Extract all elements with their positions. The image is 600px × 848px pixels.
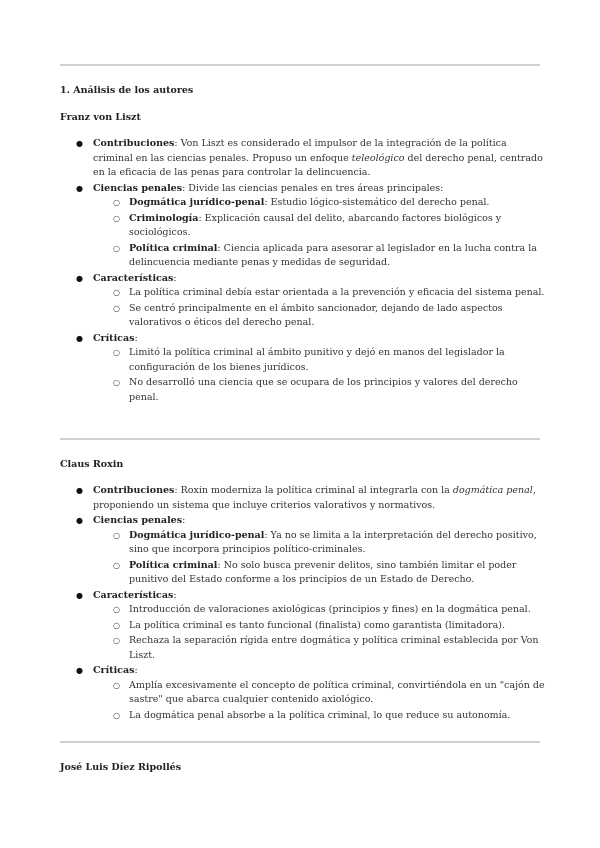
list-item: ○ Se centró principalmente en el ámbito sancionador, dejando de lado aspectos valorativos o éticos del derecho penal.	[93, 302, 546, 331]
list-item-contribuciones: ● Contribuciones: Von Liszt es considerado el impulsor de la integración de la política criminal en las ciencias penales. Propuso un enfoque teleológico del derecho penal, centrado en la eficacia de las penas para controlar la delincuencia.	[60, 137, 546, 181]
list-item-contribuciones: ● Contribuciones: Roxin moderniza la política criminal al integrarla con la dogmática penal, proponiendo un sistema que incluye criterios valorativos y normativos.	[60, 484, 546, 513]
list-item: ○ Limitó la política criminal al ámbito punitivo y dejó en manos del legislador la configuración de los bienes jurídicos.	[93, 346, 546, 375]
list-item: ○ Política criminal: No solo busca prevenir delitos, sino también limitar el poder punitivo del Estado conforme a los principios de un Estado de Derecho.	[93, 559, 546, 588]
divider-top	[60, 64, 540, 66]
list-item-caracteristicas: ● Características: ○ La política criminal debía estar orientada a la prevención y eficacia del sistema penal. ○ Se centró principalmente en el ámbito sancionador, dejando de lado aspectos valorativos o éticos del derecho penal.	[60, 272, 546, 331]
list-item: ○ No desarrolló una ciencia que se ocupara de los principios y valores del derecho penal.	[93, 376, 546, 405]
list-item-criticas: ● Críticas: ○ Limitó la política criminal al ámbito punitivo y dejó en manos del legislador la configuración de los bienes jurídicos. ○ No desarrolló una ciencia que se ocupara de los principios y valores del derecho penal.	[60, 332, 546, 406]
list-item: ○ La política criminal es tanto funcional (finalista) como garantista (limitadora).	[93, 619, 546, 634]
divider-1	[60, 438, 540, 440]
list-item-ciencias: ● Ciencias penales: ○ Dogmática jurídico-penal: Ya no se limita a la interpretación del derecho positivo, sino que incorpora principios político-criminales. ○ Política criminal: No solo busca prevenir delitos, sino también limitar el poder punitivo del Estado conforme a los principios de un Estado de Derecho.	[60, 514, 546, 588]
list-item-ciencias: ● Ciencias penales: Divide las ciencias penales en tres áreas principales: ○ Dogmática jurídico-penal: Estudio lógico-sistemático del derecho penal. ○ Criminología: Explicación causal del delito, abarcando factores biológicos y sociológicos. ○ Política criminal: Ciencia aplicada para asesorar al legislador en la lucha contra la delincuencia mediante penas y medidas de seguridad.	[60, 182, 546, 271]
list-item: ○ Rechaza la separación rígida entre dogmática y política criminal establecida por Von Liszt.	[93, 634, 546, 663]
author-section-roxin	[60, 484, 546, 724]
list-item: ○ Introducción de valoraciones axiológicas (principios y fines) en la dogmática penal.	[93, 603, 546, 618]
author-name-diez-ripolles: José Luis Díez Ripollés	[60, 762, 182, 773]
list-item: ○ La política criminal debía estar orientada a la prevención y eficacia del sistema penal.	[93, 286, 546, 301]
list-item: ○ Política criminal: Ciencia aplicada para asesorar al legislador en la lucha contra la delincuencia mediante penas y medidas de seguridad.	[93, 242, 546, 271]
divider-2	[60, 741, 540, 743]
list-item: ○ La dogmática penal absorbe a la política criminal, lo que reduce su autonomía.	[93, 709, 546, 724]
list-item: ○ Amplía excesivamente el concepto de política criminal, convirtiéndola en un "cajón de sastre" que abarca cualquier contenido axiológico.	[93, 679, 546, 708]
author-section-liszt	[60, 137, 546, 406]
list-item-criticas: ● Críticas: ○ Amplía excesivamente el concepto de política criminal, convirtiéndola en un "cajón de sastre" que abarca cualquier contenido axiológico. ○ La dogmática penal absorbe a la política criminal, lo que reduce su autonomía.	[60, 664, 546, 723]
author-name-roxin: Claus Roxin	[60, 459, 124, 470]
author-name-liszt: Franz von Liszt	[60, 112, 141, 123]
list-item: ○ Dogmática jurídico-penal: Ya no se limita a la interpretación del derecho positivo, sino que incorpora principios político-criminales.	[93, 529, 546, 558]
list-item: ○ Dogmática jurídico-penal: Estudio lógico-sistemático del derecho penal.	[93, 196, 546, 211]
list-item-caracteristicas: ● Características: ○ Introducción de valoraciones axiológicas (principios y fines) en la dogmática penal. ○ La política criminal es tanto funcional (finalista) como garantista (limitadora). ○ Rechaza la separación rígida entre dogmática y política criminal establecida por Von Liszt.	[60, 589, 546, 664]
section-title: 1. Análisis de los autores	[60, 85, 194, 96]
list-item: ○ Criminología: Explicación causal del delito, abarcando factores biológicos y sociológicos.	[93, 212, 546, 241]
